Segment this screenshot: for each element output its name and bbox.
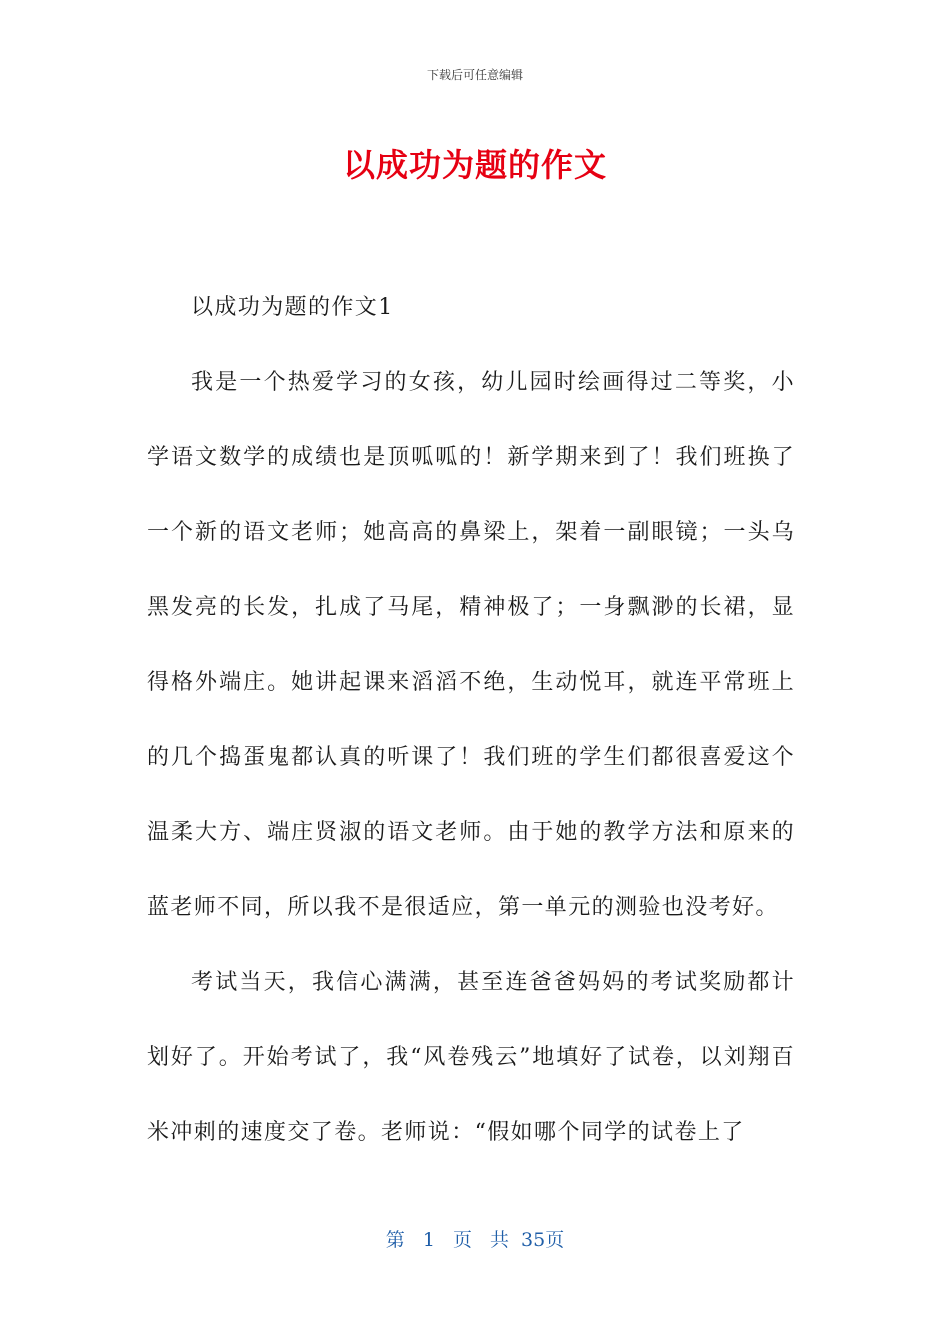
page-mid: 页 <box>452 1229 472 1251</box>
document-body <box>147 270 795 1170</box>
page-header-note: 下载后可任意编辑 <box>426 68 523 82</box>
paragraph: 考试当天，我信心满满，甚至连爸爸妈妈的考试奖励都计划好了。开始考试了，我“风卷残云”地填好了试卷，以刘翔百米冲刺的速度交了卷。老师说：“假如哪个同学的试卷上了 <box>147 970 795 1145</box>
paragraph: 我是一个热爱学习的女孩，幼儿园时绘画得过二等奖，小学语文数学的成绩也是顶呱呱的！新学期来到了！我们班换了一个新的语文老师；她高高的鼻梁上，架着一副眼镜；一头乌黑发亮的长发，扎成了马尾，精神极了；一身飘渺的长裙，显得格外端庄。她讲起课来滔滔不绝，生动悦耳，就连平常班上的几个捣蛋鬼都认真的听课了！我们班的学生们都很喜爱这个温柔大方、端庄贤淑的语文老师。由于她的教学方法和原来的蓝老师不同，所以我不是很适应，第一单元的测验也没考好。 <box>147 370 795 920</box>
document-title: 以成功为题的作文 <box>342 146 607 184</box>
page-footer <box>0 1225 950 1252</box>
total-pages: 35页 <box>521 1229 565 1251</box>
paragraph-subtitle: 以成功为题的作文1 <box>191 295 394 320</box>
total-prefix: 共 <box>490 1229 510 1251</box>
page-number: 1 <box>422 1229 435 1251</box>
page-prefix: 第 <box>385 1229 405 1251</box>
